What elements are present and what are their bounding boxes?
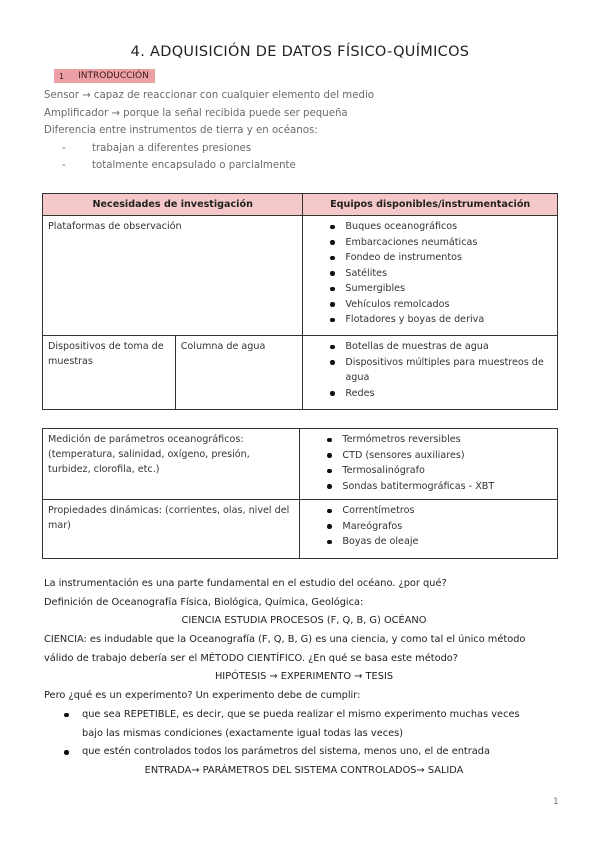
bullet-item: que estén controlados todos los parámetros del sistema, menos uno, el de entrada	[44, 743, 564, 762]
centered-statement: CIENCIA ESTUDIA PROCESOS (F, Q, B, G) OCÉANO	[181, 615, 427, 627]
list-item: Buques oceanográficos	[330, 219, 552, 235]
table-row	[43, 216, 558, 336]
table-row	[43, 429, 558, 500]
dash-item: - totalmente encapsulado o parcialmente	[44, 157, 374, 175]
need-cell: Medición de parámetros oceanográficos: (temperatura, salinidad, oxígeno, presión, turbidez, clorofila, etc.)	[43, 429, 300, 500]
section-number: 1	[59, 71, 65, 81]
list-item: Sondas batitermográficas - XBT	[327, 479, 552, 495]
list-item: Embarcaciones neumáticas	[330, 235, 552, 251]
header-equipment: Equipos disponibles/instrumentación	[303, 194, 558, 216]
equipment-cell	[303, 216, 558, 336]
intro-line: Sensor → capaz de reaccionar con cualquier elemento del medio	[44, 90, 375, 101]
sub-cell: Columna de agua	[175, 336, 303, 410]
list-item: Flotadores y boyas de deriva	[330, 312, 552, 328]
table-row	[43, 500, 558, 559]
list-item: Vehículos remolcados	[330, 297, 552, 313]
bullet-continuation: bajo las mismas condiciones (exactamente igual todas las veces)	[82, 727, 404, 739]
measurement-table	[42, 428, 558, 559]
list-item: Sumergibles	[330, 281, 552, 297]
paragraph-line: La instrumentación es una parte fundamental en el estudio del océano. ¿por qué?	[44, 578, 447, 589]
list-item: Termómetros reversibles	[327, 432, 552, 448]
need-cell: Plataformas de observación	[43, 216, 303, 336]
page-title: 4. ADQUISICIÓN DE DATOS FÍSICO-QUÍMICOS	[130, 44, 470, 60]
list-item: Boyas de oleaje	[327, 534, 552, 550]
page-number: 1	[553, 797, 559, 807]
centered-statement: HIPÓTESIS → EXPERIMENTO → TESIS	[214, 671, 394, 683]
list-item: Satélites	[330, 266, 552, 282]
header-needs: Necesidades de investigación	[43, 194, 303, 216]
intro-line: Diferencia entre instrumentos de tierra y en océanos:	[44, 125, 318, 136]
need-cell: Propiedades dinámicas: (corrientes, olas, nivel del mar)	[43, 500, 300, 559]
list-item: Mareógrafos	[327, 519, 552, 535]
table-header-row	[43, 194, 558, 216]
list-item: Fondeo de instrumentos	[330, 250, 552, 266]
equipment-cell	[303, 336, 558, 410]
table-row	[43, 336, 558, 410]
list-item: Termosalinógrafo	[327, 463, 552, 479]
paragraph-line: Pero ¿qué es un experimento? Un experimento debe de cumplir:	[44, 690, 361, 702]
section-heading	[54, 69, 155, 83]
intro-block	[44, 87, 374, 175]
section-label: INTRODUCCIÓN	[78, 71, 149, 81]
paragraph-line: Definición de Oceanografía Física, Biológica, Química, Geológica:	[44, 596, 364, 608]
dash-marker: -	[62, 142, 66, 154]
list-item: Botellas de muestras de agua	[330, 339, 552, 355]
equipment-cell	[300, 500, 558, 559]
paragraph-line: CIENCIA: es indudable que la Oceanografía (F, Q, B, G) es una ciencia, y como tal el único método	[44, 634, 526, 646]
centered-statement: ENTRADA→ PARÁMETROS DEL SISTEMA CONTROLADOS→ SALIDA	[144, 764, 464, 776]
bullet-item: que sea REPETIBLE, es decir, que se pueda realizar el mismo experimento muchas veces	[44, 706, 564, 725]
list-item: Dispositivos múltiples para muestreos de agua	[330, 355, 552, 386]
list-item: Correntímetros	[327, 503, 552, 519]
research-needs-table	[42, 193, 558, 410]
intro-line: Amplificador → porque la señal recibida puede ser pequeña	[44, 107, 348, 119]
body-text	[44, 575, 564, 781]
equipment-cell	[300, 429, 558, 500]
dash-marker: -	[62, 160, 66, 171]
list-item: CTD (sensores auxiliares)	[327, 448, 552, 464]
need-cell: Dispositivos de toma de muestras	[43, 336, 176, 410]
dash-item: - trabajan a diferentes presiones	[44, 140, 374, 158]
paragraph-line: válido de trabajo debería ser el MÉTODO CIENTÍFICO. ¿En qué se basa este método?	[44, 652, 458, 664]
list-item: Redes	[330, 386, 552, 402]
